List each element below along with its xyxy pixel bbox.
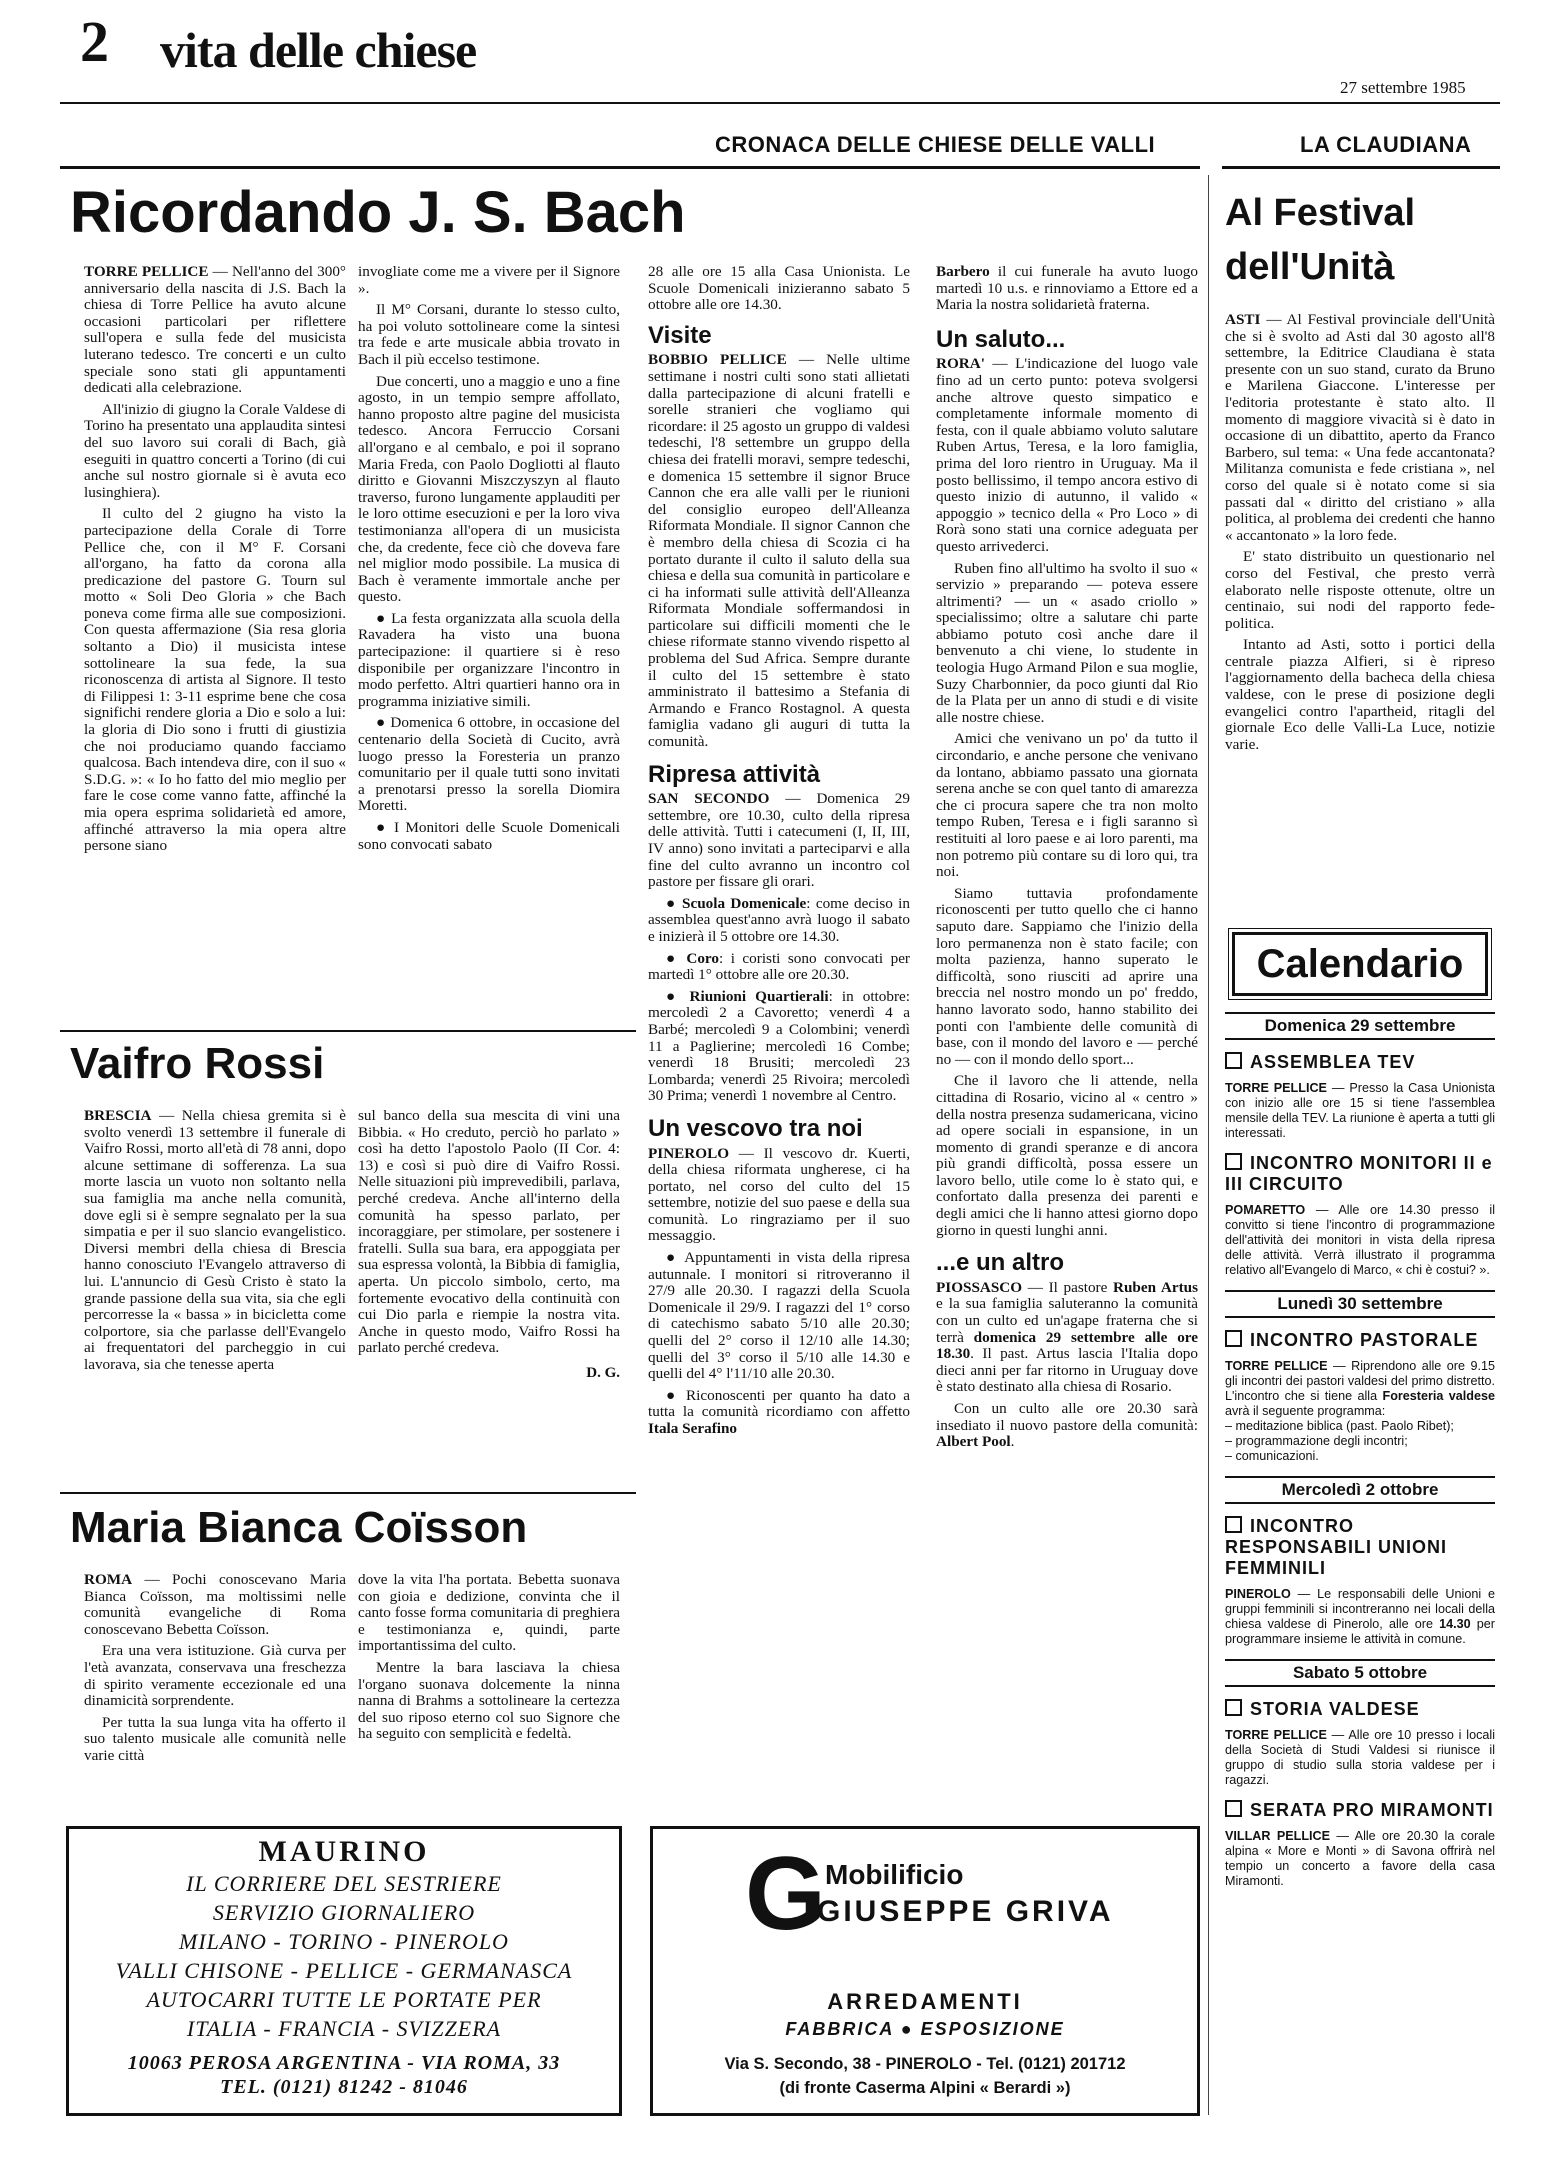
maria-paragraph: ROMA — Pochi conoscevano Maria Bianca Coïsson, ma moltissimi nelle comunità evangeliche di Roma conoscevano Bebetta Coïsson.: [84, 1572, 346, 1638]
header-rule-right: [1222, 166, 1500, 169]
vaifro-column-2: [358, 1108, 620, 1508]
headline-vaifro: Vaifro Rossi: [70, 1039, 325, 1088]
saluto-paragraph: Che il lavoro che li attende, nella cittadina di Rosario, vicino al « centro » della nostra presenza sudamericana, vicino ad opere sociali in espansione, in un momento di grandi speranze e di ancora più grandi difficoltà, possa essere un lavoro bello, utile come lo è stato qui, e confortato dalla presenza dei parenti e degli amici che li hanno attesi giorno dopo giorno in questi lunghi anni.: [936, 1072, 1198, 1239]
calendar-event: [1225, 1052, 1495, 1141]
maria-column-1: [84, 1572, 346, 1812]
calendar-event-text: TORRE PELLICE — Presso la Casa Unionista con inizio alle ore 15 si tiene l'assemblea mensile della TEV. La riunione è aperta a tutti gli interessati.: [1225, 1081, 1495, 1140]
bach-paragraph: Due concerti, uno a maggio e uno a fine agosto, in un tempio sempre affollato, hanno proposto altre pagine del musicista tedesco. Ancora Ferruccio Corsani all'organo e al cembalo, e poi il soprano Maria Freda, con Paolo Dogliotti al flauto diritto e Giovanni Miszczyszyn al flauto traverso, furono lungamente applauditi per le loro ottime esecuzioni e per la loro viva testimonianza all'opera di un musicista che, da credente, fece ciò che doveva fare nel miglior modo possibile. La musica di Bach è veramente immortale anche per questo.: [358, 372, 620, 606]
maria-paragraph: Mentre la bara lasciava la chiesa l'organo suonava dolcemente la ninna nanna di Brahms a sottolineare la certezza del suo riposo eterno col suo Signore che ha seguito con semplicità e fedeltà.: [358, 1658, 620, 1743]
column-4: [936, 264, 1198, 1809]
subhead-ripresa: Ripresa attività: [648, 760, 821, 788]
visite-paragraph: BOBBIO PELLICE — Nelle ultime settimane i nostri culti sono stati allietati dalla partecipazione di alcuni fratelli e sorelle stranieri che vogliamo qui ricordare: il 25 agosto un gruppo di valdesi tedeschi, l'8 settembre un gruppo della chiesa dei fratelli moravi, sempre tedeschi, e domenica 15 settembre il signor Bruce Cannon che era alle valli per le riunioni del consiglio europeo dell'Alleanza Riformata Mondiale. Il signor Cannon che è membro della chiesa di Scozia ci ha portato durante il culto il saluto della sua chiesa e della sua comunità in particolare e ci ha informati sulle attività dell'Alleanza Riformata Mondiale soffermandosi in particolare sui difficili momenti che le chiese riformate stanno vivendo rispetto al problema del Sud Africa. Sempre durante il culto del 15 settembre è stato amministrato il battesimo a Stefania di Armando e Franco Rostagnol. A questa famiglia vadano gli auguri di tutta la comunità.: [648, 351, 910, 751]
calendar-event: [1225, 1516, 1495, 1647]
vaifro-bottom-rule: [60, 1492, 636, 1494]
checkbox-icon: [1225, 1516, 1242, 1533]
vaifro-signature: D. G.: [586, 1364, 620, 1381]
saluto-paragraph: RORA' — L'indicazione del luogo vale fino ad un certo punto: poteva svolgersi anche altrove questo simpatico e completamente informale momento di festa, con il quale abbiamo voluto salutare Ruben Artus, Teresa, e la loro famiglia, prima del loro rientro in Uruguay. Ma il posto bellissimo, il tempo ancora estivo di questo inizio di autunno, il valido « appoggio » tecnico della « Pro Loco » di Rorà sono stati una cornice adeguata per questo arrivederci.: [936, 355, 1198, 555]
subhead-altro: ...e un altro: [936, 1249, 1065, 1277]
bach-bottom-rule: [60, 1030, 636, 1032]
calendario-list: [1225, 1012, 1495, 2117]
vescovo-paragraph: ● Appuntamenti in vista della ripresa autunnale. I monitori si ritroveranno il 27/9 alle 20.30. I ragazzi della Scuola Domenicale il 29/9. I ragazzi del 1° corso di catechismo sabato 5/10 alle 20.30; quelli del 2° corso il 12/10 alle 14.30; quelli del 3° corso il 5/10 alle 14.30 e quelli del 4° l'11/10 alle 20.30.: [648, 1249, 910, 1383]
bach-column-2: [358, 264, 620, 1020]
ripresa-paragraph: ● Coro: i coristi sono convocati per martedì 1° ottobre alle ore 20.30.: [648, 949, 910, 984]
checkbox-icon: [1225, 1330, 1242, 1347]
checkbox-icon: [1225, 1052, 1242, 1069]
checkbox-icon: [1225, 1800, 1242, 1817]
calendar-event-text: POMARETTO — Alle ore 14.30 presso il convitto si tiene l'incontro di programmazione dell'attività dei monitori in vista della ripresa delle attività. Verrà illustrato il programma relativo all'Evangelo di Marco, « chi è costui? ».: [1225, 1203, 1495, 1277]
vaifro-paragraph: BRESCIA — Nella chiesa gremita si è svolto venerdì 13 settembre il funerale di Vaifro Rossi, morto all'età di 78 anni, dopo alcune settimane di sofferenza. La sua morte lascia un vuoto non soltanto nella sua famiglia ma anche nella comunità, dove egli si è sempre segnalato per la sua simpatia e per il suo slancio evangelistico. Diversi membri della chiesa di Brescia hanno conosciuto l'Evangelo attraverso di lui. L'annuncio di Gesù Cristo è stato la grande passione della sua vita, sia che egli percorresse la « bassa » in bicicletta come colportore, sia che parlasse dell'Evangelo ai frequentatori del parcheggio in cui lavorava, sia che tenesse aperta: [84, 1108, 346, 1373]
headline-bach: Ricordando J. S. Bach: [70, 180, 686, 245]
bach-paragraph: Il M° Corsani, durante lo stesso culto, ha poi voluto sottolineare come la sintesi tra fede e arte musicale abbia trovato in Bach il più eccelso testimone.: [358, 301, 620, 368]
calendar-day-header: Sabato 5 ottobre: [1225, 1659, 1495, 1687]
calendar-event: [1225, 1699, 1495, 1788]
headline-festival-2: dell'Unità: [1225, 246, 1395, 288]
saluto-paragraph: Amici che venivano un po' da tutto il circondario, e anche persone che venivano da lontano, abbiamo passato una giornata serena anche se con quel tanto di amarezza che ci procura sapere che tra non molto tempo Ruben, Teresa e i figli saranno sì restituiti al loro paese e ai loro parenti, ma non potremo più contare su di loro qui, tra noi.: [936, 730, 1198, 881]
calendario-title-box: [1232, 932, 1488, 996]
calendar-event: [1225, 1800, 1495, 1889]
griva-brand-top: Mobilificio: [825, 1859, 964, 1890]
bach-paragraph: invogliate come me a vivere per il Signore ».: [358, 264, 620, 297]
column-divider: [1208, 175, 1209, 2115]
bach-paragraph: TORRE PELLICE — Nell'anno del 300° anniversario della nascita di J.S. Bach la chiesa di Torre Pellice ha avuto alcune occasioni particolari per riflettere sull'opera e sulla fede del musicista luterano tedesco. Tre concerti e un culto speciale sono stati gli appuntamenti dedicati alla celebrazione.: [84, 264, 346, 397]
maurino-line: IL CORRIERE DEL SESTRIERE: [186, 1871, 502, 1896]
section-title: vita delle chiese: [160, 22, 477, 78]
vaifro-column-1: [84, 1108, 346, 1508]
calendario-title: Calendario: [1256, 942, 1464, 986]
altro-paragraph: Con un culto alle ore 20.30 sarà insediato il nuovo pastore della comunità: Albert Pool.: [936, 1400, 1198, 1451]
saluto-paragraph: Ruben fino all'ultimo ha svolto il suo « servizio » preparando — poteva essere altrimenti? — un « asado criollo » specialissimo; oltre a salutare chi parte abbiamo potuto così anche dare il benvenuto a chi viene, lo studente in teologia Hugo Armand Pilon e sua moglie, Suzy Charbonnier, da poco giunti dal Rio de la Plata per un anno di studi e di visite alle nostre chiese.: [936, 559, 1198, 726]
maria-paragraph: Per tutta la sua lunga vita ha offerto il suo talento musicale alle comunità nelle varie città: [84, 1713, 346, 1764]
maurino-address: 10063 PEROSA ARGENTINA - VIA ROMA, 33: [127, 2052, 561, 2074]
griva-note: (di fronte Caserma Alpini « Berardi »): [779, 2079, 1071, 2097]
calendar-event-title: SERATA PRO MIRAMONTI: [1225, 1800, 1495, 1821]
subhead-vescovo: Un vescovo tra noi: [648, 1114, 863, 1142]
checkbox-icon: [1225, 1153, 1242, 1170]
bach-paragraph: ● Domenica 6 ottobre, in occasione del centenario della Società di Cucito, avrà luogo presso la Foresteria un pranzo comunitario per il quale tutti sono invitati a prenotarsi presso la sorella Diomira Moretti.: [358, 714, 620, 815]
calendar-event: [1225, 1153, 1495, 1278]
maurino-brand: MAURINO: [258, 1835, 430, 1868]
griva-line2: FABBRICA ● ESPOSIZIONE: [785, 2019, 1065, 2039]
calendar-event-text: TORRE PELLICE — Riprendono alle ore 9.15 gli incontri dei pastori valdesi del primo distretto. L'incontro che si tiene alla Foresteria valdese avrà il seguente programma: – meditazione biblica (past. Paolo Ribet); – programmazione degli incontri; – comunicazioni.: [1225, 1359, 1495, 1463]
header-rule-left: [60, 166, 1200, 169]
col3-lead: 28 alle ore 15 alla Casa Unionista. Le Scuole Domenicali inizieranno sabato 5 ottobre alle ore 14.30.: [648, 264, 910, 314]
vescovo-paragraph: PINEROLO — Il vescovo dr. Kuerti, della chiesa riformata ungherese, ci ha portato, nel corso del culto del 15 settembre, notizie del suo paese e della sua comunità. Lo ringraziamo per il suo messaggio.: [648, 1144, 910, 1245]
col4-lead: Barbero il cui funerale ha avuto luogo martedì 10 u.s. e rinnoviamo a Ettore ed a Maria la nostra solidarietà fraterna.: [936, 264, 1198, 314]
festival-paragraph: ASTI — Al Festival provinciale dell'Unità che si è svolto ad Asti dal 30 agosto all'8 settembre, la Editrice Claudiana è stata presente con un suo stand, curato da Bruno e Marilena Giaccone. L'interesse per l'editoria protestante è stato alto. Il momento di maggiore vivacità si è dato in occasione di un dibattito, aperto da Franco Barbero, sul tema: « Una fede accantonata? Militanza comunista e fede cristiana », nel corso del quale si è notato come si sia passati dal « diritto del cristiano » alla politica, al problema dei credenti che hanno « accantonato » la loro fede.: [1225, 312, 1495, 544]
griva-line1: ARREDAMENTI: [827, 1989, 1023, 2014]
maurino-line: AUTOCARRI TUTTE LE PORTATE PER: [146, 1987, 542, 2012]
headline-maria: Maria Bianca Coïsson: [70, 1503, 528, 1552]
headline-festival-1: Al Festival: [1225, 192, 1416, 234]
page-number: 2: [80, 9, 109, 74]
bach-paragraph: Il culto del 2 giugno ha visto la partecipazione della Corale di Torre Pellice che, con il M° F. Corsani all'organo, ha fatto da corona alla predicazione del pastore G. Tourn sul motto « Soli Deo Gloria » che Bach poneva come firma alle sue composizioni. Con questa affermazione (Sia resa gloria soltanto a Dio) il musicista intese sottolineare la sua fede, la sua riconoscenza di artista al Signore. Il testo di Filippesi 1: 3-11 esprime bene che cosa significhi rendere gloria a Dio e solo a lui: la gloria di Dio sono i frutti di giustizia che noi produciamo quando facciamo qualcosa. Bach intendeva dire, con il suo « S.D.G. »: « Io ho fatto del mio meglio per fare le cose come vanno fatte, affinché la mia opera esprima solidarietà ed amore, affinché attraverso la mia opera altre persone siano: [84, 505, 346, 855]
maurino-line: ITALIA - FRANCIA - SVIZZERA: [186, 2016, 502, 2041]
calendar-event-title: STORIA VALDESE: [1225, 1699, 1495, 1720]
subhead-saluto: Un saluto...: [936, 325, 1066, 353]
griva-brand-name: GIUSEPPE GRIVA: [817, 1895, 1114, 1928]
masthead-rule: [60, 102, 1500, 104]
maria-column-2: [358, 1572, 620, 1812]
griva-logo-letter: G: [745, 1836, 826, 1952]
ripresa-paragraph: SAN SECONDO — Domenica 29 settembre, ore 10.30, culto della ripresa delle attività. Tutti i catecumeni (I, II, III, IV anno) sono invitati a parteciparvi e alla fine del culto avranno un incontro col pastore per fissare gli orari.: [648, 790, 910, 891]
section-header-cronaca: CRONACA DELLE CHIESE DELLE VALLI: [715, 132, 1156, 157]
festival-paragraph: Intanto ad Asti, sotto i portici della centrale piazza Alfieri, si è ripreso l'aggiornamento della bacheca della chiesa valdese, con le prese di posizione degli evangelici contro l'apartheid, ritagli del giornale Eco delle Valli-La Luce, notizie varie.: [1225, 636, 1495, 753]
ad-griva: [650, 1826, 1200, 2116]
issue-date: 27 settembre 1985: [1340, 78, 1466, 97]
ad-maurino: [66, 1826, 622, 2116]
column-3: [648, 264, 910, 1809]
bach-paragraph: All'inizio di giugno la Corale Valdese di Torino ha presentato una applaudita sintesi del suo lavoro sui corali di Bach, già eseguiti in quattro concerti a Torino (di cui anche sul nostro giornale si è avuta eco lusinghiera).: [84, 400, 346, 501]
maurino-line: SERVIZIO GIORNALIERO: [212, 1900, 476, 1925]
calendar-event-title: INCONTRO MONITORI II e III CIRCUITO: [1225, 1153, 1493, 1194]
vaifro-paragraph: sul banco della sua mescita di vini una Bibbia. « Ho creduto, perciò ho parlato » così ha detto l'apostolo Paolo (II Cor. 4: 13) e così si può dire di Vaifro Rossi. Nelle situazioni più imprevedibili, parlava, perché credeva. Anche all'interno della comunità ha spesso parlato, per incoraggiare, per stimolare, per sostenere i fratelli. Sulla sua bara, era appoggiata per sua espressa volontà, la Bibbia di famiglia, aperta. Un piccolo simbolo, certo, ma fortemente evocativo della continuità con cui Dio parla e riempie la nostra vita. Anche in questo modo, Vaifro Rossi ha parlato perché credeva.: [358, 1108, 620, 1357]
griva-address: Via S. Secondo, 38 - PINEROLO - Tel. (0121) 201712: [724, 2055, 1126, 2073]
calendar-event-text: VILLAR PELLICE — Alle ore 20.30 la corale alpina « More e Monti » di Savona offrirà nel tempio un concerto a favore della casa Miramonti.: [1225, 1829, 1495, 1888]
subhead-visite: Visite: [648, 321, 712, 349]
maurino-phone: TEL. (0121) 81242 - 81046: [220, 2076, 468, 2098]
saluto-paragraph: Siamo tuttavia profondamente riconoscenti per tutto quello che ci hanno saputo dare. Sappiamo che l'inizio della loro permanenza non è stato facile; con molta pazienza, hanno superato le difficoltà, sono riusciti ad aprire una breccia nel nostro mondo un po' freddo, hanno lavorato sodo, hanno stabilito dei ponti con l'ambiente delle comunità di base, con il mondo del lavoro e — perché no — con il mondo dello sport...: [936, 884, 1198, 1068]
calendar-event-text: PINEROLO — Le responsabili delle Unioni e gruppi femminili si incontreranno nei locali della chiesa valdese di Pinerolo, alle ore 14.30 per programmare insieme le attività in comune.: [1225, 1587, 1495, 1646]
ripresa-paragraph: ● Scuola Domenicale: come deciso in assemblea quest'anno avrà luogo il sabato e inizierà il 5 ottobre ore 14.30.: [648, 894, 910, 945]
maurino-line: VALLI CHISONE - PELLICE - GERMANASCA: [115, 1958, 573, 1983]
calendar-day-header: Mercoledì 2 ottobre: [1225, 1476, 1495, 1504]
calendar-event-title: INCONTRO PASTORALE: [1225, 1330, 1495, 1351]
bach-paragraph: ● I Monitori delle Scuole Domenicali sono convocati sabato: [358, 819, 620, 853]
calendar-event-text: TORRE PELLICE — Alle ore 10 presso i locali della Società di Studi Valdesi si riunisce il gruppo di studio sulla storia valdese per i ragazzi.: [1225, 1728, 1495, 1787]
maria-paragraph: Era una vera istituzione. Già curva per l'età avanzata, conservava una freschezza di spirito veramente eccezionale ed una dinamicità sorprendente.: [84, 1642, 346, 1710]
maria-paragraph: dove la vita l'ha portata. Bebetta suonava con gioia e dedizione, convinta che il canto fosse forma comunitaria di preghiera e testimonianza e, quindi, parte importantissima del culto.: [358, 1572, 620, 1655]
vescovo-paragraph: ● Riconoscenti per quanto ha dato a tutta la comunità ricordiamo con affetto Itala Serafino: [648, 1386, 910, 1437]
calendar-day-header: Domenica 29 settembre: [1225, 1012, 1495, 1040]
bach-paragraph: ● La festa organizzata alla scuola della Ravadera ha visto una buona partecipazione: il quartiere si è reso disponibile per organizzare l'incontro in modo perfetto. Altri quartieri hanno ora in programma iniziative simili.: [358, 609, 620, 710]
bach-column-1: [84, 264, 346, 1020]
checkbox-icon: [1225, 1699, 1242, 1716]
section-header-claudiana: LA CLAUDIANA: [1300, 132, 1472, 157]
ripresa-paragraph: ● Riunioni Quartierali: in ottobre: mercoledì 2 a Cavoretto; venerdì 4 a Barbé; mercoledì 9 a Colombini; venerdì 11 a Paglierine; mercoledì 16 Combe; venerdì 18 Brusiti; mercoledì 23 Lombarda; venerdì 25 Rivoira; mercoledì 30 Prima; venerdì 1 novembre al Centro.: [648, 987, 910, 1105]
calendar-event-title: ASSEMBLEA TEV: [1225, 1052, 1495, 1073]
altro-paragraph: PIOSSASCO — Il pastore Ruben Artus e la sua famiglia saluteranno la comunità con un culto ed un'agape fraterna che si terrà domenica 29 settembre alle ore 18.30. Il past. Artus lascia l'Italia dopo dieci anni per far ritorno in Uruguay dove è stato destinato alla chiesa di Rosario.: [936, 1278, 1198, 1396]
calendar-day-header: Lunedì 30 settembre: [1225, 1290, 1495, 1318]
calendar-event: [1225, 1330, 1495, 1464]
festival-column: [1225, 312, 1495, 932]
festival-paragraph: E' stato distribuito un questionario nel corso del Festival, che presto verrà elaborato nelle risposte ottenute, oltre un centinaio, sui nodi del rapporto fede-politica.: [1225, 548, 1495, 632]
calendar-event-title: INCONTRO RESPONSABILI UNIONI FEMMINILI: [1225, 1516, 1448, 1578]
maurino-line: MILANO - TORINO - PINEROLO: [179, 1929, 509, 1954]
